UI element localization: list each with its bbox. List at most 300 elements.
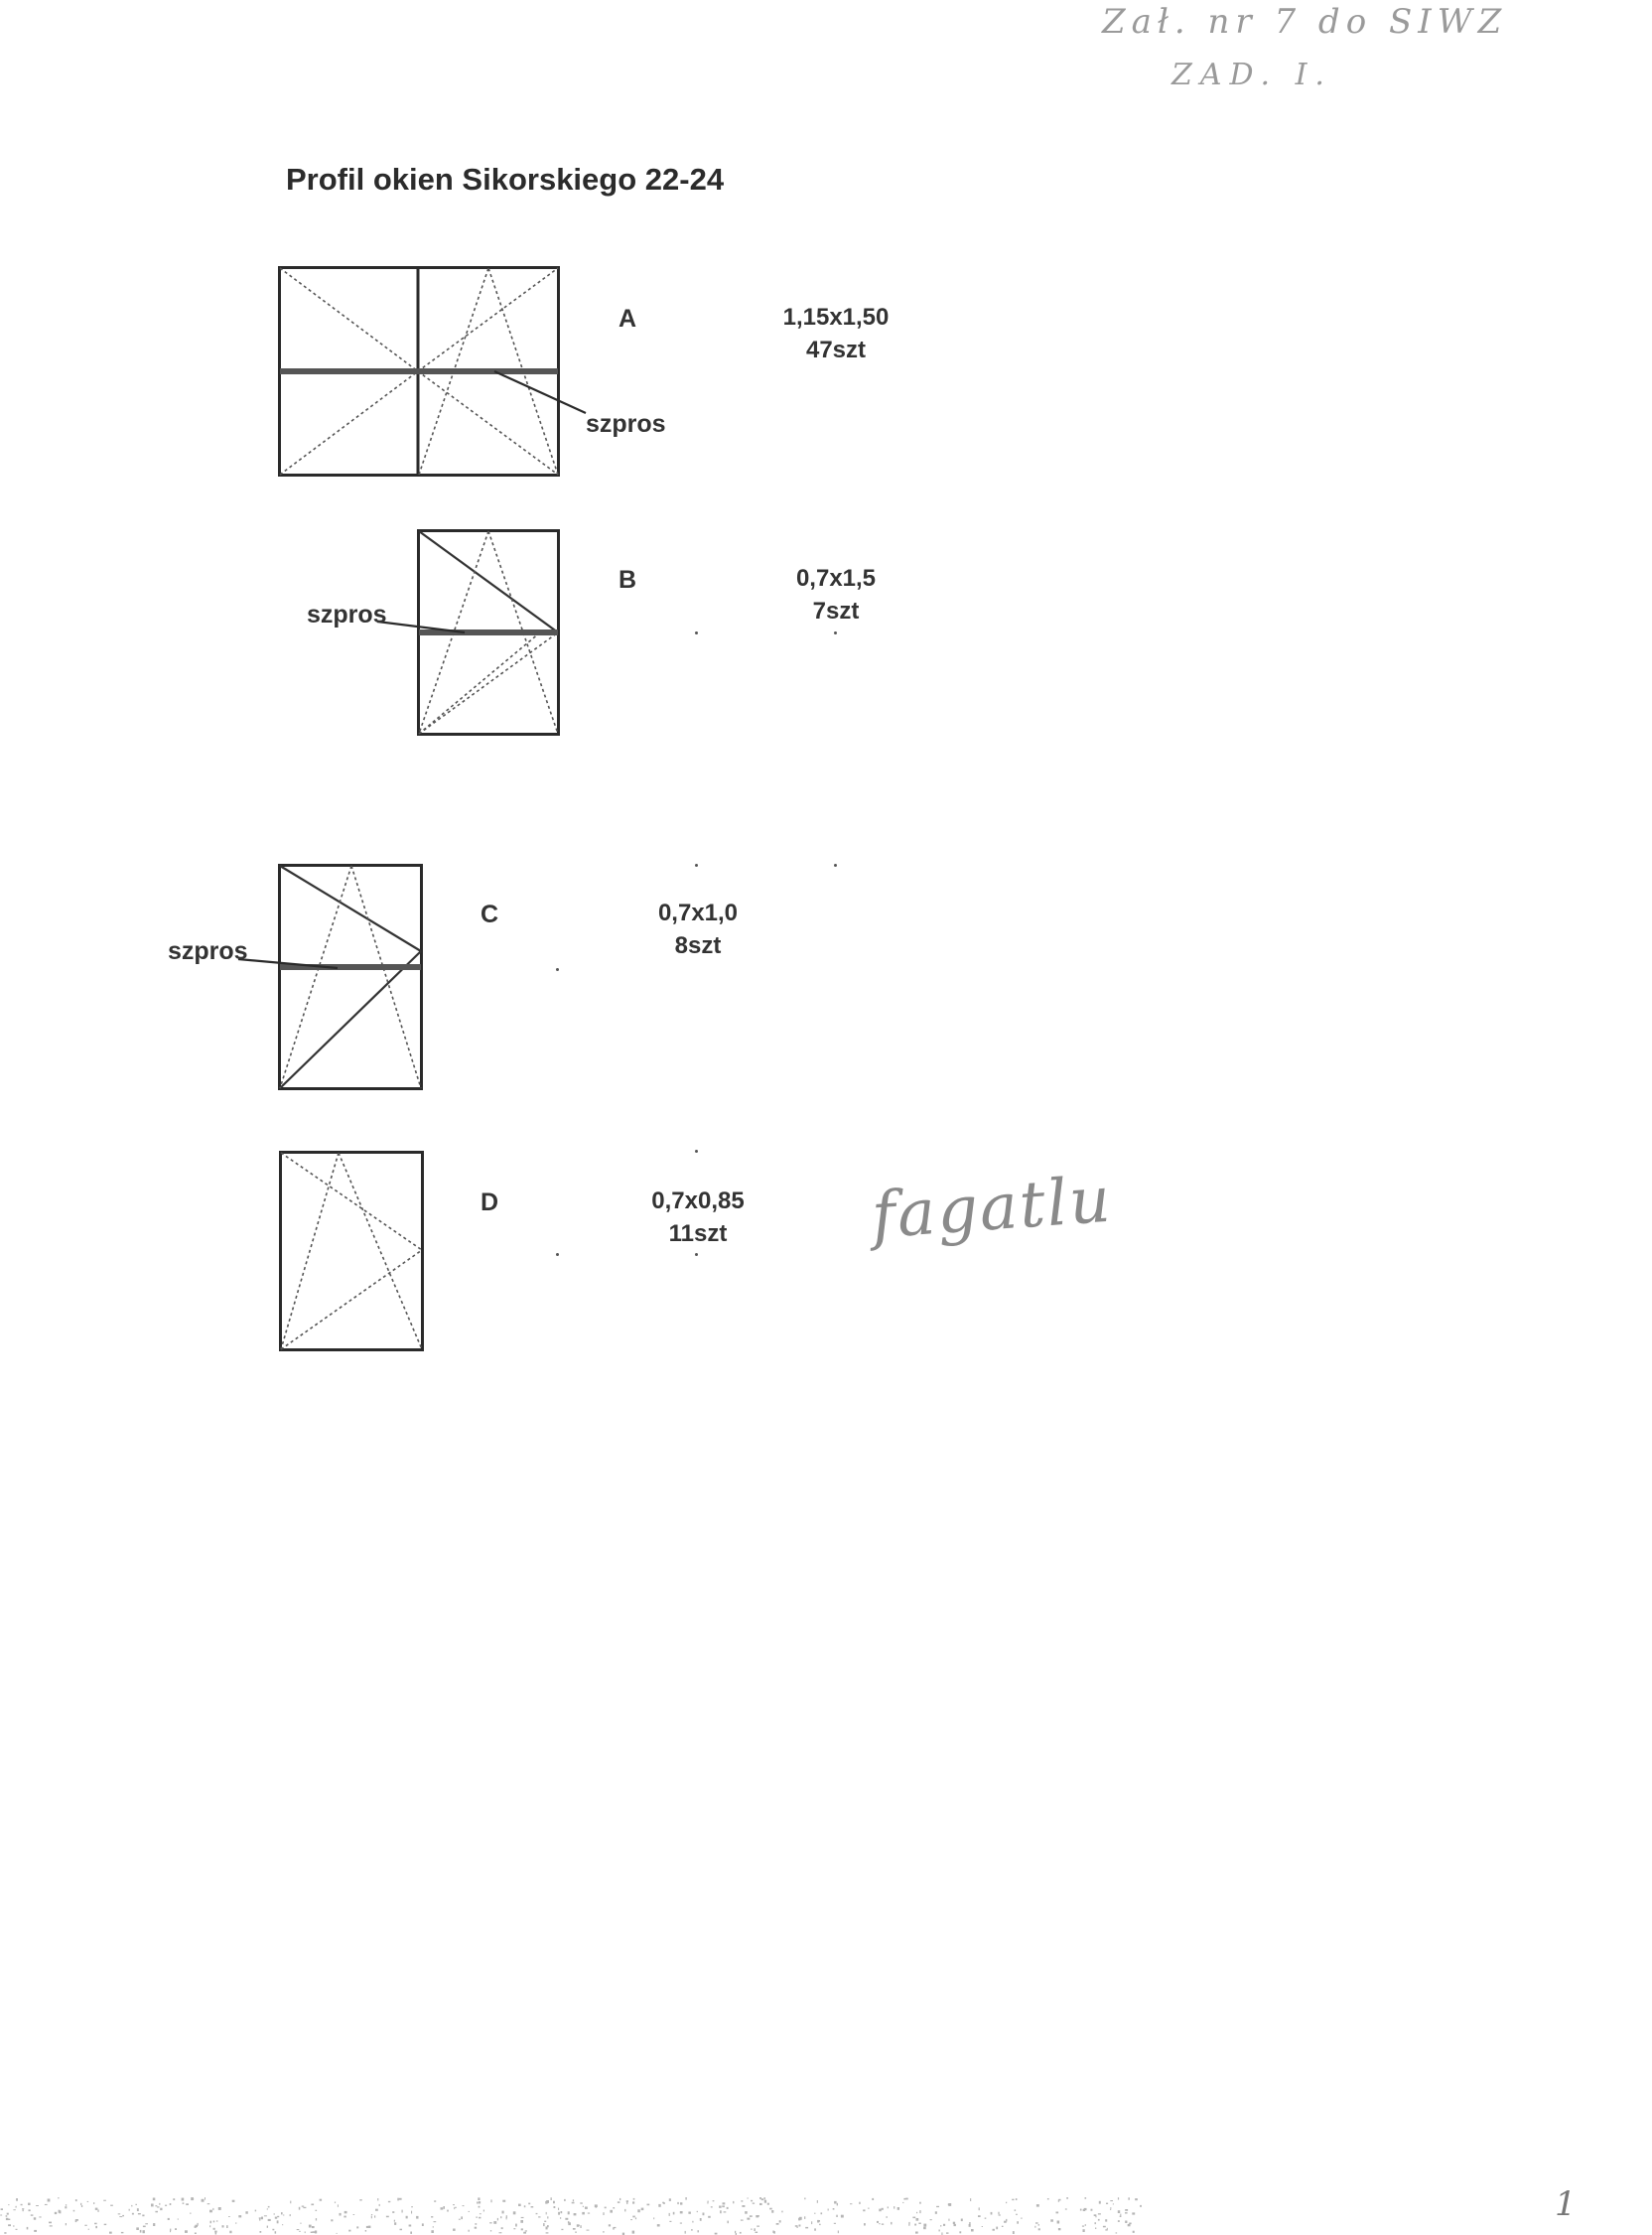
scan-noise-dot xyxy=(804,2216,805,2219)
scan-noise-dot xyxy=(21,2204,23,2205)
scan-noise-dot xyxy=(366,2226,368,2228)
scan-noise-dot xyxy=(680,2211,683,2213)
scan-noise-dot xyxy=(58,2197,59,2198)
window-c-label: C xyxy=(481,901,499,928)
scan-noise-dot xyxy=(536,2213,538,2214)
scan-noise-dot xyxy=(209,2225,210,2227)
scan-noise-dot xyxy=(605,2207,607,2209)
scan-noise-dot xyxy=(198,2223,199,2226)
scan-noise-dot xyxy=(453,2229,456,2231)
scan-noise-dot xyxy=(290,2201,291,2204)
scan-noise-dot xyxy=(1105,2229,1107,2230)
scan-noise-dot xyxy=(624,2209,625,2212)
scan-noise-dot xyxy=(897,2207,899,2210)
window-a-dimensions: 1,15x1,50 xyxy=(782,304,890,331)
scan-noise-dot xyxy=(226,2225,228,2228)
scan-noise-dot xyxy=(459,2219,461,2220)
scan-noise-dot xyxy=(879,2209,881,2212)
scan-noise-dot xyxy=(1099,2201,1101,2204)
scan-noise-dot xyxy=(673,2212,675,2215)
scan-noise-dot xyxy=(245,2211,247,2214)
scan-noise-dot xyxy=(551,2197,552,2200)
window-c-frame xyxy=(280,866,422,1089)
window-b-dimensions: 0,7x1,5 xyxy=(795,565,877,592)
scan-noise-dot xyxy=(416,2216,418,2219)
scan-noise-dot xyxy=(277,2216,279,2217)
scan-noise-dot xyxy=(546,2232,549,2233)
scan-noise-dot xyxy=(953,2222,955,2224)
scan-noise-dot xyxy=(834,2201,837,2204)
handwritten-task-note: ZAD. I. xyxy=(1171,58,1332,92)
scan-noise-dot xyxy=(118,2213,121,2214)
scan-noise-dot xyxy=(836,2215,838,2217)
scan-noise-dot xyxy=(961,2219,963,2222)
scan-noise-dot xyxy=(235,2223,236,2224)
scan-noise-dot xyxy=(930,2219,932,2220)
scan-noise-dot xyxy=(580,2202,583,2203)
scan-noise-dot xyxy=(573,2199,574,2201)
scan-noise-dot xyxy=(769,2208,772,2210)
scan-noise-dot xyxy=(142,2215,144,2217)
scan-noise-dot xyxy=(1110,2209,1111,2210)
scan-noise-dot xyxy=(397,2198,399,2201)
scan-noise-dot xyxy=(632,2216,635,2218)
scan-noise-dot xyxy=(282,2224,283,2225)
scan-noise-dot xyxy=(170,2230,171,2232)
scan-noise-dot xyxy=(685,2197,686,2200)
scan-noise-dot xyxy=(754,2228,756,2231)
scan-noise-dot xyxy=(272,2229,274,2231)
scan-noise-dot xyxy=(561,2229,563,2230)
scan-noise-dot xyxy=(159,2203,160,2205)
scan-noise-dot xyxy=(991,2212,993,2215)
scan-noise-dot xyxy=(819,2224,821,2225)
scan-noise-dot xyxy=(547,2216,548,2218)
scan-noise-dot xyxy=(1002,2226,1004,2227)
scan-noise-dot xyxy=(104,2224,107,2225)
scan-noise-dot xyxy=(506,2217,507,2220)
scan-noise-dot xyxy=(300,2223,301,2224)
scan-noise-dot xyxy=(1083,2229,1085,2232)
scan-noise-dot xyxy=(1050,2219,1053,2221)
scan-noise-dot xyxy=(73,2210,75,2212)
scan-noise-dot xyxy=(411,2211,412,2214)
scan-noise-dot xyxy=(747,2218,750,2220)
window-b-specs xyxy=(737,562,935,628)
scan-noise-dot xyxy=(48,2199,51,2202)
scan-noise-dot xyxy=(553,2201,555,2204)
scan-noise-dot xyxy=(175,2228,177,2230)
scan-noise-dot xyxy=(740,2232,742,2234)
scan-noise-dot xyxy=(574,2213,577,2215)
scan-noise-dot xyxy=(985,2218,987,2219)
scan-noise-dot xyxy=(635,2217,636,2219)
window-a-label: A xyxy=(619,305,637,333)
scan-noise-dot xyxy=(817,2220,819,2223)
scan-noise-dot xyxy=(821,2212,823,2214)
scan-noise-dot xyxy=(756,2232,758,2233)
scan-noise-dot xyxy=(993,2229,995,2231)
scan-noise-dot xyxy=(13,2225,14,2226)
scan-noise-dot xyxy=(368,2226,371,2228)
scan-noise-dot xyxy=(759,2203,762,2205)
scan-noise-dot xyxy=(1080,2209,1082,2211)
scan-noise-dot xyxy=(16,2206,17,2208)
scan-noise-dot xyxy=(767,2203,769,2205)
scan-noise-dot xyxy=(753,2203,755,2204)
scan-noise-dot xyxy=(692,2221,693,2223)
scan-noise-dot xyxy=(872,2198,874,2200)
scan-noise-dot xyxy=(948,2203,951,2206)
scan-noise-dot xyxy=(903,2198,905,2200)
scan-noise-dot xyxy=(979,2207,980,2210)
scan-noise-dot xyxy=(1013,2231,1015,2234)
scan-noise-dot xyxy=(1132,2212,1135,2214)
scan-noise-dot xyxy=(613,2227,615,2229)
scan-noise-dot xyxy=(1038,2224,1039,2226)
scan-noise-dot xyxy=(109,2232,112,2234)
scan-noise-dot xyxy=(475,2223,477,2225)
scan-noise-dot xyxy=(443,2206,445,2209)
scan-noise-dot xyxy=(66,2204,67,2205)
scan-noise-dot xyxy=(630,2219,632,2220)
scan-noise-dot xyxy=(153,2223,155,2226)
scan-noise-dot xyxy=(137,2208,139,2211)
scan-noise-dot xyxy=(711,2206,713,2207)
scan-noise-dot xyxy=(761,2198,763,2200)
scan-noise-dot xyxy=(45,2204,48,2205)
scan-noise-dot xyxy=(400,2229,403,2231)
window-c-dimensions: 0,7x1,0 xyxy=(657,900,739,926)
scan-noise-dot xyxy=(331,2219,333,2221)
scan-noise-dot xyxy=(1113,2203,1114,2204)
scan-noise-dot xyxy=(202,2199,205,2202)
scan-noise-dot xyxy=(212,2208,213,2210)
scan-noise-dot xyxy=(572,2202,575,2204)
scan-noise-dot xyxy=(724,2211,727,2212)
scan-noise-dot xyxy=(528,2203,530,2205)
scan-noise-dot xyxy=(637,2209,640,2212)
scan-noise-dot xyxy=(502,2200,505,2202)
scan-noise-dot xyxy=(303,2207,306,2208)
scan-noise-dot xyxy=(547,2225,549,2227)
scan-noise-dot xyxy=(153,2198,156,2201)
scan-noise-dot xyxy=(441,2207,444,2209)
scan-speck xyxy=(695,1150,698,1153)
scan-noise-dot xyxy=(998,2212,999,2215)
scan-noise-dot xyxy=(877,2221,879,2223)
scan-noise-dot xyxy=(959,2231,961,2233)
scan-noise-dot xyxy=(95,2226,97,2228)
scan-noise-dot xyxy=(722,2205,725,2207)
window-d-drawing xyxy=(279,1151,424,1351)
scan-noise-dot xyxy=(914,2224,916,2226)
scan-noise-dot xyxy=(377,2198,378,2201)
scan-noise-dot xyxy=(1004,2221,1007,2223)
scan-noise-dot xyxy=(178,2219,179,2220)
scan-noise-dot xyxy=(658,2204,660,2207)
scan-noise-dot xyxy=(261,2217,263,2220)
scan-noise-dot xyxy=(410,2232,412,2234)
scan-noise-dot xyxy=(1015,2209,1017,2211)
scan-noise-dot xyxy=(479,2206,481,2208)
scan-noise-dot xyxy=(302,2206,305,2207)
scan-noise-dot xyxy=(750,2215,753,2217)
scan-noise-dot xyxy=(700,2218,702,2221)
scan-noise-dot xyxy=(841,2215,844,2218)
scan-noise-dot xyxy=(434,2200,436,2202)
scan-noise-dot xyxy=(131,2205,132,2207)
scan-noise-dot xyxy=(0,2215,2,2216)
scan-noise-dot xyxy=(388,2201,390,2202)
scan-noise-dot xyxy=(8,2224,11,2226)
scan-noise-dot xyxy=(232,2200,235,2202)
scan-noise-dot xyxy=(518,2204,521,2206)
scan-noise-dot xyxy=(1016,2198,1018,2200)
scan-noise-dot xyxy=(210,2221,212,2224)
scan-noise-dot xyxy=(916,2218,919,2221)
scan-noise-dot xyxy=(936,2206,939,2207)
scan-noise-dot xyxy=(7,2213,9,2215)
scan-noise-dot xyxy=(207,2203,210,2204)
scan-noise-dot xyxy=(8,2219,10,2220)
scan-noise-dot xyxy=(209,2210,212,2213)
scan-noise-dot xyxy=(268,2219,271,2221)
scan-noise-dot xyxy=(685,2231,686,2234)
scan-noise-dot xyxy=(719,2206,722,2208)
scan-noise-dot xyxy=(316,2218,317,2220)
scan-noise-dot xyxy=(902,2202,903,2203)
scan-speck xyxy=(695,864,698,867)
scan-noise-dot xyxy=(66,2223,67,2225)
scan-noise-dot xyxy=(394,2222,396,2225)
scan-speck xyxy=(834,864,837,867)
scan-noise-dot xyxy=(1107,2228,1108,2231)
scan-noise-dot xyxy=(95,2208,98,2210)
scan-noise-dot xyxy=(1128,2197,1130,2199)
window-d-quantity: 11szt xyxy=(668,1220,728,1247)
scan-noise-dot xyxy=(969,2224,971,2227)
scan-noise-dot xyxy=(748,2197,749,2198)
scan-noise-dot xyxy=(954,2224,956,2226)
window-b-leader xyxy=(377,618,477,637)
scan-noise-dot xyxy=(433,2226,434,2227)
scan-noise-dot xyxy=(264,2215,267,2216)
scan-noise-dot xyxy=(741,2200,743,2201)
scan-noise-dot xyxy=(483,2210,484,2212)
page-title: Profil okien Sikorskiego 22-24 xyxy=(286,162,725,197)
scan-noise-dot xyxy=(564,2199,566,2201)
scan-noise-dot xyxy=(386,2216,389,2218)
scan-noise-dot xyxy=(374,2215,375,2217)
scan-noise-dot xyxy=(1118,2220,1120,2222)
scan-noise-dot xyxy=(214,2231,216,2233)
scan-noise-dot xyxy=(828,2209,829,2211)
scan-noise-dot xyxy=(691,2229,692,2231)
scan-noise-dot xyxy=(500,2216,501,2218)
window-c-specs xyxy=(599,897,797,962)
scan-noise-dot xyxy=(283,2214,284,2215)
scan-noise-dot xyxy=(136,2227,139,2230)
scan-noise-dot xyxy=(267,2208,268,2209)
scan-noise-dot xyxy=(546,2212,547,2215)
scan-noise-dot xyxy=(757,2226,759,2227)
scan-noise-dot xyxy=(745,2211,748,2214)
scan-noise-dot xyxy=(558,2212,560,2215)
scan-noise-dot xyxy=(609,2224,611,2226)
scan-noise-dot xyxy=(999,2214,1001,2215)
scan-noise-dot xyxy=(723,2202,726,2204)
scan-noise-dot xyxy=(742,2205,745,2207)
scan-noise-dot xyxy=(160,2208,162,2210)
scan-noise-dot xyxy=(213,2221,215,2223)
scan-noise-dot xyxy=(573,2228,576,2230)
scan-noise-dot xyxy=(1012,2199,1014,2200)
scan-noise-dot xyxy=(757,2215,759,2217)
scan-noise-dot xyxy=(698,2230,699,2232)
scan-noise-dot xyxy=(168,2218,170,2220)
scan-noise-dot xyxy=(409,2225,412,2227)
window-b-bar-label: szpros xyxy=(307,601,387,629)
scan-noise-dot xyxy=(916,2212,917,2213)
scan-noise-dot xyxy=(320,2199,323,2201)
scan-noise-dot xyxy=(1034,2226,1035,2228)
scan-noise-dot xyxy=(1036,2204,1039,2207)
scan-noise-dot xyxy=(1035,2222,1038,2223)
scan-noise-dot xyxy=(4,2232,6,2234)
scan-noise-dot xyxy=(461,2216,463,2219)
scan-noise-dot xyxy=(561,2211,563,2213)
scan-noise-dot xyxy=(882,2224,884,2225)
scan-noise-dot xyxy=(703,2213,705,2216)
scan-noise-dot xyxy=(1094,2214,1097,2216)
scan-noise-dot xyxy=(1058,2199,1060,2201)
scan-noise-dot xyxy=(919,2202,921,2204)
scan-noise-dot xyxy=(733,2201,734,2203)
scan-noise-dot xyxy=(1083,2209,1085,2211)
scan-noise-dot xyxy=(680,2223,682,2224)
scan-noise-dot xyxy=(978,2215,981,2217)
scan-noise-dot xyxy=(132,2213,134,2215)
scan-noise-dot xyxy=(478,2197,480,2200)
scan-noise-dot xyxy=(677,2202,679,2204)
scan-noise-dot xyxy=(480,2213,482,2214)
scan-noise-dot xyxy=(93,2202,94,2204)
scan-noise-dot xyxy=(447,2210,449,2212)
scan-noise-dot xyxy=(155,2205,157,2206)
scan-noise-dot xyxy=(923,2224,926,2227)
scan-noise-dot xyxy=(544,2221,546,2222)
scan-noise-dot xyxy=(87,2201,88,2202)
window-a-drawing xyxy=(278,266,560,477)
scan-noise-dot xyxy=(499,2232,502,2233)
scan-noise-dot xyxy=(919,2210,920,2213)
scan-noise-dot xyxy=(520,2220,523,2223)
scan-speck xyxy=(695,631,698,634)
scan-noise-dot xyxy=(558,2208,559,2210)
scan-noise-dot xyxy=(335,2202,336,2203)
scan-noise-dot xyxy=(23,2209,24,2211)
scan-noise-dot xyxy=(1105,2219,1107,2221)
scan-noise-dot xyxy=(940,2225,941,2227)
scan-noise-dot xyxy=(110,2205,113,2206)
scan-noise-dot xyxy=(88,2229,89,2230)
scan-noise-dot xyxy=(151,2204,154,2207)
scan-noise-dot xyxy=(493,2221,496,2224)
scan-noise-dot xyxy=(121,2232,124,2233)
scan-noise-dot xyxy=(879,2223,881,2224)
window-d-dimensions: 0,7x0,85 xyxy=(651,1187,745,1214)
scan-speck xyxy=(556,968,559,971)
scan-noise-dot xyxy=(16,2198,18,2201)
scan-noise-dot xyxy=(170,2203,172,2205)
scan-noise-dot xyxy=(59,2210,61,2213)
scan-noise-dot xyxy=(811,2221,812,2224)
scan-noise-dot xyxy=(6,2215,8,2217)
scan-noise-dot xyxy=(1095,2222,1096,2224)
scan-noise-dot xyxy=(186,2203,189,2205)
scan-noise-dot xyxy=(713,2200,715,2201)
scan-noise-dot xyxy=(469,2211,470,2212)
scan-noise-dot xyxy=(1065,2208,1067,2209)
scan-noise-dot xyxy=(633,2198,635,2200)
window-d-specs xyxy=(599,1185,797,1250)
scan-noise-dot xyxy=(13,2209,15,2210)
scan-noise-dot xyxy=(946,2232,949,2233)
scan-noise-dot xyxy=(894,2206,895,2209)
scan-noise-dot xyxy=(1016,2214,1018,2215)
scan-noise-dot xyxy=(891,2222,892,2225)
scan-noise-dot xyxy=(489,2222,492,2223)
scan-noise-dot xyxy=(610,2210,613,2213)
scan-noise-dot xyxy=(669,2198,671,2201)
scan-noise-dot xyxy=(434,2221,437,2222)
scan-noise-dot xyxy=(923,2227,926,2230)
scan-noise-dot xyxy=(1095,2228,1096,2229)
scan-noise-dot xyxy=(394,2220,395,2222)
scan-noise-dot xyxy=(575,2231,576,2233)
scan-noise-dot xyxy=(143,2230,145,2233)
scan-speck xyxy=(695,1253,698,1256)
scan-noise-dot xyxy=(887,2216,888,2218)
scan-noise-dot xyxy=(316,2210,318,2211)
scan-noise-dot xyxy=(138,2213,141,2214)
scan-noise-dot xyxy=(399,2198,402,2200)
scan-noise-dot xyxy=(1128,2224,1131,2226)
scan-noise-dot xyxy=(970,2198,971,2201)
scan-noise-dot xyxy=(182,2198,185,2201)
scan-noise-dot xyxy=(771,2210,773,2213)
scan-noise-dot xyxy=(143,2226,146,2228)
scan-noise-dot xyxy=(613,2207,615,2209)
scan-noise-dot xyxy=(340,2213,342,2216)
window-c-drawing xyxy=(278,864,423,1090)
scan-noise-dot xyxy=(859,2202,861,2204)
scan-noise-dot xyxy=(497,2218,498,2221)
scan-noise-dot xyxy=(119,2216,122,2217)
scan-noise-dot xyxy=(6,2218,8,2220)
scan-noise-dot xyxy=(1066,2197,1068,2199)
scan-noise-dot xyxy=(183,2202,185,2204)
window-c-quantity: 8szt xyxy=(674,932,722,959)
scan-noise-dot xyxy=(16,2229,18,2230)
scan-noise-dot xyxy=(727,2207,729,2209)
scan-noise-dot xyxy=(490,2199,491,2202)
scan-noise-dot xyxy=(764,2197,765,2199)
scan-noise-dot xyxy=(735,2231,736,2233)
scan-noise-dot xyxy=(216,2220,218,2221)
scan-noise-dot xyxy=(538,2216,540,2217)
